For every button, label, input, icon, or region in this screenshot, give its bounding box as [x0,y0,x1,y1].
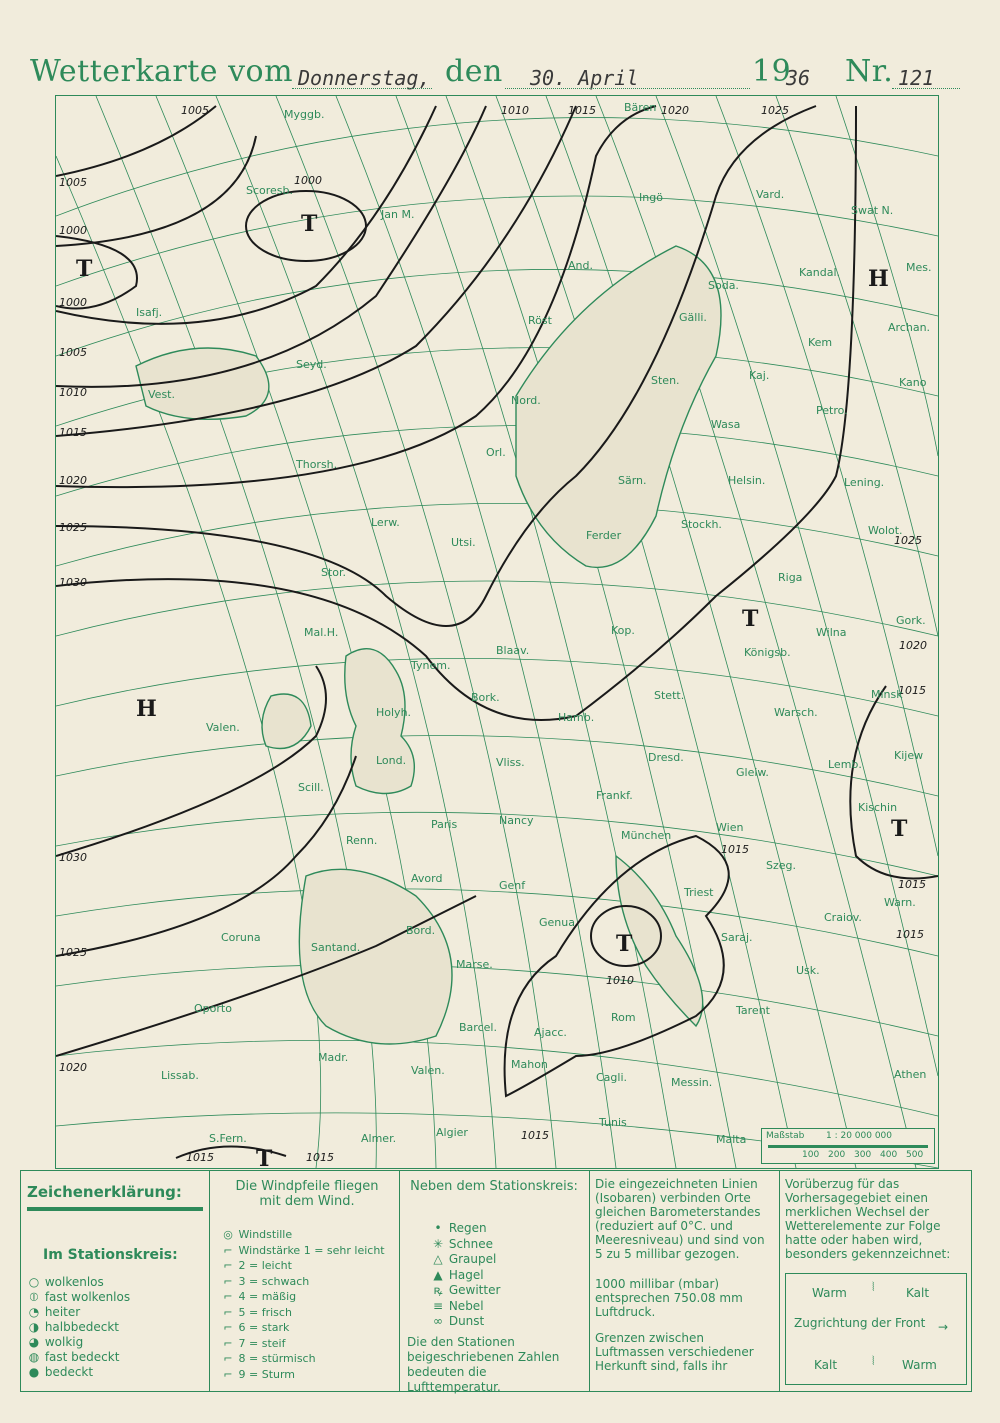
graupel-icon: △ [433,1252,443,1266]
station-label: Swat N. [851,204,894,217]
wind-item: ⌐ Windstärke 1 = sehr leicht [221,1243,385,1259]
isobar-label: 1030 [59,576,87,589]
isobar-label: 1010 [59,386,87,399]
front-symbol-box [785,1273,967,1385]
cloud-item: ○ wolkenlos [28,1275,104,1289]
station-label: Madr. [318,1051,349,1064]
wind-item: ⌐ 6 = stark [221,1320,385,1336]
isobar-label: 1015 [306,1151,334,1164]
weather-item: ∞ Dunst [433,1314,485,1328]
arrow-right-icon: → [938,1320,949,1334]
number-label: Nr. [845,54,894,89]
legend-panel [20,1170,972,1392]
cloud-item: ◍ fast bedeckt [28,1350,120,1364]
station-label: Santand. [311,941,361,954]
front-warm-label: Warm [812,1286,847,1300]
station-label: Petro. [816,404,848,417]
station-label: Barcel. [459,1021,497,1034]
station-label: Genua [539,916,575,929]
wind-barb-7-icon: ⌐ [223,1336,233,1350]
isobar-label: 1015 [896,928,924,941]
station-label: Stockh. [681,518,722,531]
station-label: Genf [499,879,526,892]
station-label: Sten. [651,374,680,387]
station-label: Valen. [411,1064,445,1077]
front-symbol-icon: ⦚ [872,1280,875,1294]
station-label: Craiov. [824,911,862,924]
station-label: Scill. [298,781,324,794]
weather-symbol-list [431,1221,500,1330]
isobar-label: 1000 [294,174,322,187]
wind-item: ◎ Windstille [221,1227,385,1243]
front-direction-label: Zugrichtung der Front [794,1316,926,1330]
cloud-item: ◑ halbbedeckt [28,1320,119,1334]
cloud-half-icon: ◑ [28,1320,40,1334]
station-label: Valen. [206,721,240,734]
hail-icon: ▲ [433,1267,443,1282]
station-label: Nancy [499,814,534,827]
station-label: Warn. [884,896,916,909]
low-pressure-jan-mayen: T [301,211,318,237]
cloud-overcast-icon: ● [28,1365,40,1379]
iberia-outline [299,869,452,1044]
legend-heading-rule [27,1207,203,1211]
scale-tick: 400 [880,1150,898,1160]
station-label: Lerw. [371,516,400,529]
station-label: Scoresb. [246,184,294,197]
station-label: Ajacc. [534,1026,567,1039]
cloud-clear-icon: ○ [28,1275,40,1289]
wind-item: ⌐ 9 = Sturm [221,1367,385,1383]
station-label: Gork. [896,614,926,627]
station-label: Gälli. [679,311,707,324]
wind-barb-2-icon: ⌐ [223,1259,233,1272]
station-label: Archan. [888,321,931,334]
cloud-cloudy-icon: ◕ [28,1335,40,1349]
wind-item: ⌐ 3 = schwach [221,1274,385,1290]
legend-heading: Zeichenerklärung: [27,1183,182,1201]
wind-item: ⌐ 8 = stürmisch [221,1351,385,1367]
station-label: Königsb. [744,646,791,659]
station-label: Warsch. [774,706,818,719]
station-label: Paris [431,818,458,831]
cloud-item: ◕ wolkig [28,1335,84,1349]
station-label: Wasa [711,418,741,431]
low-pressure-west: T [76,256,93,282]
station-label: Saraj. [721,931,753,944]
year-value: 36 [786,66,811,90]
station-label: Kischin [858,801,898,814]
station-label: Jan M. [381,208,415,221]
isobar-label: 1015 [898,684,926,697]
wind-barb-3-icon: ⌐ [223,1274,233,1288]
legend-weather-column [399,1171,590,1394]
isobar-label: 1025 [761,104,789,117]
legend-isobar-column [589,1171,780,1391]
weather-item: ꝶ Gewitter [431,1283,500,1299]
isobar-label: 1005 [59,176,87,189]
weather-item: ≡ Nebel [432,1298,484,1313]
scale-tick: 500 [906,1150,924,1160]
number-value: 121 [898,66,935,90]
synoptic-map [55,95,939,1169]
station-label: Mes. [906,261,932,274]
station-label: Nord. [511,394,541,407]
station-label: Stor. [321,566,347,579]
weekday-line [292,88,432,89]
weather-item: • Regen [431,1221,500,1237]
isobar-label: 1015 [898,878,926,891]
station-label: Oporto [194,1002,232,1015]
number-line [892,88,960,89]
station-label: Vard. [756,188,785,201]
station-label: Mahon [511,1058,548,1071]
station-label: Marse. [456,958,493,971]
isobar-note: Die eingezeichneten Linien (Isobaren) verbinden Orte gleichen Barometerstandes (reduziert auf 0°C. und Meeresniveau) und sind von 5 zu 5 millibar gezogen. [595,1177,765,1261]
cloud-cover-list [27,1275,130,1380]
front-cold-label: Kalt [906,1286,930,1300]
cloud-item: ◔ heiter [28,1305,81,1319]
station-label: Orl. [486,446,506,459]
wind-item: ⌐ 7 = steif [221,1336,385,1352]
station-label: Dresd. [648,751,684,764]
wind-barb-9-icon: ⌐ [223,1367,233,1381]
station-label: Mal.H. [304,626,339,639]
isobar-label: 1000 [59,296,87,309]
station-label: Kano [899,376,927,389]
isobars [56,106,938,1158]
legend-cloud-column [21,1171,210,1391]
scale-value: 1 : 20 000 000 [826,1131,893,1141]
isobar-label: 1020 [661,104,689,117]
meridian-lines [56,96,938,1168]
wind-item: ⌐ 2 = leicht [221,1258,385,1274]
low-pressure-south: T [256,1146,273,1169]
station-label: Myggb. [284,108,325,121]
wind-item: ⌐ 5 = frisch [221,1305,385,1321]
station-label: Tunis [599,1116,627,1129]
station-label: Blaav. [496,644,530,657]
station-label: Wien [716,821,744,834]
scale-tick: 200 [828,1150,846,1160]
wind-heading: Die Windpfeile fliegen mit dem Wind. [235,1179,379,1209]
scale-label: Maßstab [766,1131,805,1141]
haze-icon: ∞ [433,1314,443,1328]
cloud-fair-icon: ◔ [28,1305,40,1319]
cloud-nearly-clear-icon: ⦶ [29,1290,39,1304]
station-label: Triest [684,886,714,899]
station-label: Renn. [346,834,378,847]
isobar-label: 1015 [59,426,87,439]
isobar-label: 1020 [59,1061,87,1074]
station-label: Avord [411,872,443,885]
den-label: den [445,54,503,89]
wind-barb-8-icon: ⌐ [223,1352,233,1365]
station-label: Ingö [639,191,663,204]
high-pressure-east: H [868,266,889,292]
station-label: Lond. [376,754,407,767]
station-label: Vest. [148,388,175,401]
station-label: Frankf. [596,789,633,802]
low-pressure-east: T [742,606,759,632]
air-mass-note: Grenzen zwischen Luftmassen verschiedener Herkunft sind, falls ihr [595,1331,754,1373]
snow-icon: ✳ [432,1236,444,1251]
low-pressure-kischin: T [891,816,908,842]
britain-outline [345,649,415,794]
station-label: München [621,829,672,842]
isobar-label: 1025 [59,521,87,534]
station-label: Särn. [618,474,647,487]
station-label: Bären [624,101,657,114]
isobar-label: 1015 [521,1129,549,1142]
millibar-note: 1000 millibar (mbar) entsprechen 750.08 mm Luftdruck. [595,1277,743,1319]
title-label: Wetterkarte vom [30,54,294,89]
fog-icon: ≡ [432,1298,444,1313]
station-label: Szeg. [766,859,797,872]
isobar-label: 1015 [568,104,596,117]
station-label: Thorsh. [296,458,338,471]
temperature-note: Die den Stationen beigeschriebenen Zahlen bedeuten die Lufttemperatur. [407,1335,560,1394]
station-label: Rom [611,1011,636,1024]
station-label: Hamb. [558,711,595,724]
station-label: Gleiw. [736,766,769,779]
station-label: Kem [808,336,833,349]
station-label: Lemb. [828,758,862,771]
station-label: Almer. [361,1132,397,1145]
date-line [505,88,750,89]
weather-item: ▲ Hagel [431,1268,500,1284]
station-label: Bork. [471,691,500,704]
wind-barb-4-icon: ⌐ [223,1290,233,1303]
station-label: Usk. [796,964,820,977]
isobar-1015-east [850,686,938,879]
station-label: Riga [778,571,803,584]
station-label: Seyd. [296,358,327,371]
station-label: S.Fern. [209,1132,247,1145]
isobar-label: 1020 [59,474,87,487]
station-label: Vliss. [496,756,525,769]
station-label: Malta [716,1133,747,1146]
scale-tick: 300 [854,1150,872,1160]
scale-bar [768,1145,928,1148]
station-circle-heading: Im Stationskreis: [43,1247,178,1263]
isobar-label: 1010 [501,104,529,117]
cloud-nearly-overcast-icon: ◍ [28,1350,40,1364]
legend-front-column [779,1171,969,1391]
map-header [30,52,960,92]
station-label: Bord. [406,924,436,937]
front-warm-label-2: Warm [902,1358,937,1372]
station-label: Röst [528,314,552,327]
front-note: Vorüberzug für das Vorhersagegebiet einen merklichen Wechsel der Wetterelemente zur Folge hatte oder haben wird, besonders gekennzeichnet: [785,1177,951,1261]
station-label: Helsin. [728,474,766,487]
station-label: Kaj. [749,369,770,382]
year-prefix: 19 [752,54,792,89]
rain-icon: • [434,1221,442,1235]
weather-heading: Neben dem Stationskreis: [410,1179,578,1194]
map-scale [761,1128,935,1164]
station-label: Algier [436,1126,468,1139]
isobar-label: 1015 [721,843,749,856]
station-label: Utsi. [451,536,476,549]
wind-barb-6-icon: ⌐ [223,1321,233,1334]
station-label: And. [568,259,593,272]
weekday-value: Donnerstag, [298,66,431,90]
station-label: Cagli. [596,1071,628,1084]
thunderstorm-icon: ꝶ [433,1283,443,1297]
isobar-label: 1020 [899,639,927,652]
wind-item: ⌐ 4 = mäßig [221,1289,385,1305]
scale-tick: 100 [802,1150,820,1160]
date-value: 30. April [530,66,639,90]
station-label: Wolot. [868,524,903,537]
station-label: Holyh. [376,706,412,719]
station-label: Wilna [816,626,847,639]
isobar-1010 [56,106,486,387]
high-pressure-west: H [136,696,157,722]
isobar-label: 1025 [59,946,87,959]
isobar-label: 1005 [59,346,87,359]
weather-item: △ Graupel [431,1252,500,1268]
station-label: Isafj. [136,306,163,319]
legend-wind-column [209,1171,400,1391]
isobar-label: 1000 [59,224,87,237]
station-label: Lissab. [161,1069,199,1082]
station-label: Soda. [708,279,739,292]
cloud-item: ● bedeckt [28,1365,94,1379]
station-label: Kop. [611,624,635,637]
map-graticule-svg [56,96,938,1168]
wind-barb-5-icon: ⌐ [223,1305,233,1319]
wind-barb-1-icon: ⌐ [223,1243,233,1257]
front-symbol-icon-2: ⦚ [872,1354,875,1368]
isobar-label: 1005 [181,104,209,117]
station-label: Messin. [671,1076,713,1089]
weather-item: ✳ Schnee [432,1236,494,1251]
isobar-label: 1010 [606,974,634,987]
station-label: Minsk [871,688,903,701]
station-label: Lening. [844,476,885,489]
station-label: Ferder [586,529,622,542]
isobar-label: 1025 [894,534,922,547]
station-label: Tarent [736,1004,770,1017]
low-pressure-italy: T [616,931,633,957]
isobar-label: 1015 [186,1151,214,1164]
calm-icon: ◎ [223,1228,233,1241]
wind-force-list [221,1227,385,1382]
station-label: Athen [894,1068,927,1081]
station-label: Stett. [654,689,685,702]
station-label: Coruna [221,931,261,944]
station-label: Tynem. [411,659,451,672]
station-label: Kandal. [799,266,841,279]
station-label: Kijew [894,749,924,762]
cloud-item: ⦶ fast wolkenlos [27,1290,130,1305]
front-cold-label-2: Kalt [814,1358,838,1372]
isobar-label: 1030 [59,851,87,864]
